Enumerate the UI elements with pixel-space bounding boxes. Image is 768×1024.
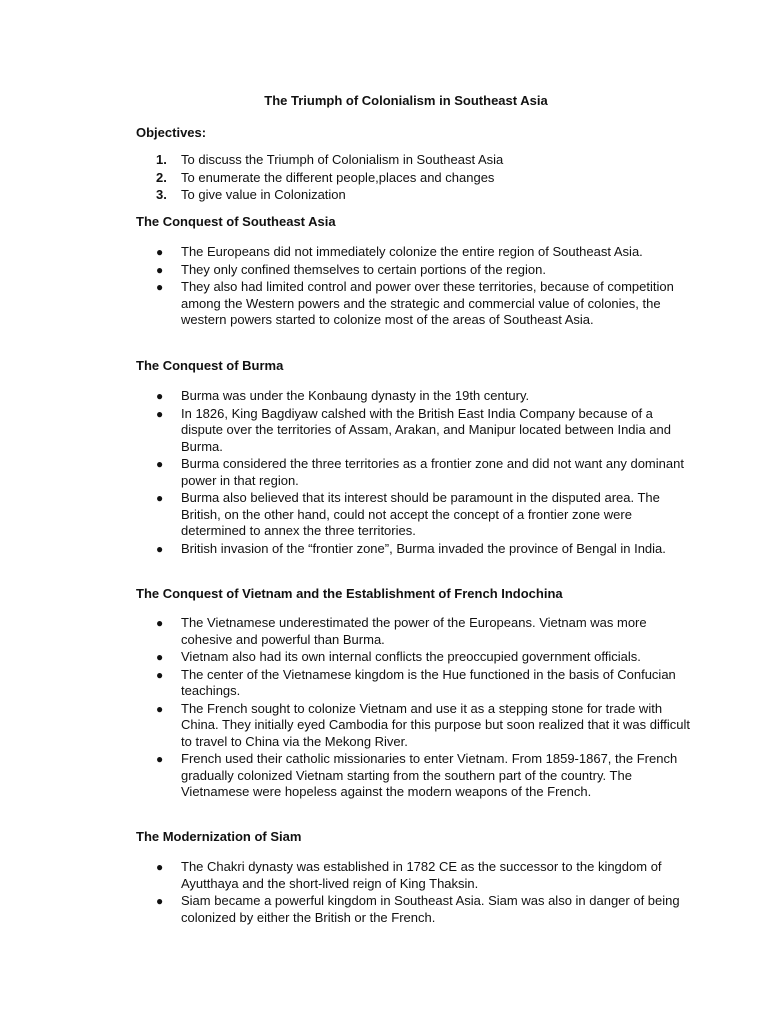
- bullet-icon: ●: [156, 616, 164, 630]
- list-item: ● Burma also believed that its interest should be paramount in the disputed area. The British, on the other hand, could not accept the concept of a frontier zone were determined to annex the three territories.: [156, 490, 660, 538]
- objective-item: 3. To give value in Colonization: [156, 187, 346, 202]
- list-number: 3.: [156, 187, 167, 202]
- list-item: ● Vietnam also had its own internal conflicts the preoccupied government officials.: [156, 649, 641, 664]
- bullet-icon: ●: [156, 245, 164, 259]
- list-item: ● The Chakri dynasty was established in 1782 CE as the successor to the kingdom of Ayutthaya and the short-lived reign of King Thaksin.: [156, 859, 662, 891]
- bullet-icon: ●: [156, 541, 164, 556]
- list-item: ● The center of the Vietnamese kingdom is the Hue functioned in the basis of Confucian teachings.: [156, 666, 676, 698]
- bullet-icon: ●: [156, 262, 164, 277]
- bullet-icon: ●: [156, 389, 164, 403]
- objective-item: 2. To enumerate the different people,places and changes: [156, 169, 495, 185]
- bullet-icon: ●: [156, 667, 164, 682]
- document-title: The Triumph of Colonialism in Southeast Asia: [264, 93, 548, 108]
- list-item: ● The French sought to colonize Vietnam and use it as a stepping stone for trade with China. They initially eyed Cambodia for this purpose but soon realized that it was difficult to travel to China via the Mekong River.: [156, 700, 690, 749]
- list-item: ● The Europeans did not immediately colonize the entire region of Southeast Asia.: [156, 244, 643, 259]
- list-item: ● They also had limited control and power over these territories, because of competition among the Western powers and the strategic and commercial value of colonies, the western powers started to colonize most of the areas of Southeast Asia.: [156, 279, 674, 327]
- list-item: ● British invasion of the “frontier zone”, Burma invaded the province of Bengal in India.: [156, 540, 666, 556]
- objectives-heading: Objectives:: [136, 125, 207, 140]
- bullet-icon: ●: [156, 752, 164, 766]
- objectives-list: [156, 152, 696, 205]
- bullet-icon: ●: [156, 280, 164, 294]
- section-bullet-list: [156, 615, 696, 802]
- bullet-icon: ●: [156, 406, 164, 421]
- objective-item: 1. To discuss the Triumph of Colonialism in Southeast Asia: [156, 152, 504, 167]
- bullet-icon: ●: [156, 894, 164, 908]
- list-item: ● Siam became a powerful kingdom in Southeast Asia. Siam was also in danger of being colonized by either the British or the French.: [156, 893, 680, 925]
- list-item: ● The Vietnamese underestimated the power of the Europeans. Vietnam was more cohesive and powerful than Burma.: [156, 615, 647, 647]
- bullet-icon: ●: [156, 701, 164, 716]
- section-bullet-list: [156, 388, 696, 558]
- section-heading: The Modernization of Siam: [136, 829, 302, 844]
- list-item: ● In 1826, King Bagdiyaw calshed with the British East India Company because of a dispute over the territories of Assam, Arakan, and Manipur located between India and Burma.: [156, 405, 671, 454]
- section-bullet-list: [156, 859, 696, 927]
- section-heading: The Conquest of Southeast Asia: [136, 214, 336, 229]
- bullet-icon: ●: [156, 650, 164, 664]
- bullet-icon: ●: [156, 457, 164, 471]
- list-item: ● Burma was under the Konbaung dynasty in the 19th century.: [156, 388, 530, 403]
- list-item: ● They only confined themselves to certain portions of the region.: [156, 261, 546, 277]
- section-heading: The Conquest of Vietnam and the Establishment of French Indochina: [136, 586, 563, 601]
- list-number: 1.: [156, 152, 167, 167]
- list-item: ● French used their catholic missionaries to enter Vietnam. From 1859-1867, the French gradually colonized Vietnam starting from the southern part of the country. The Vietnamese were hopeless against the modern weapons of the French.: [156, 751, 678, 799]
- bullet-icon: ●: [156, 860, 164, 874]
- section-heading: The Conquest of Burma: [136, 358, 284, 373]
- bullet-icon: ●: [156, 491, 164, 505]
- list-number: 2.: [156, 169, 167, 185]
- list-item: ● Burma considered the three territories as a frontier zone and did not want any dominant power in that region.: [156, 456, 684, 488]
- section-bullet-list: [156, 244, 696, 330]
